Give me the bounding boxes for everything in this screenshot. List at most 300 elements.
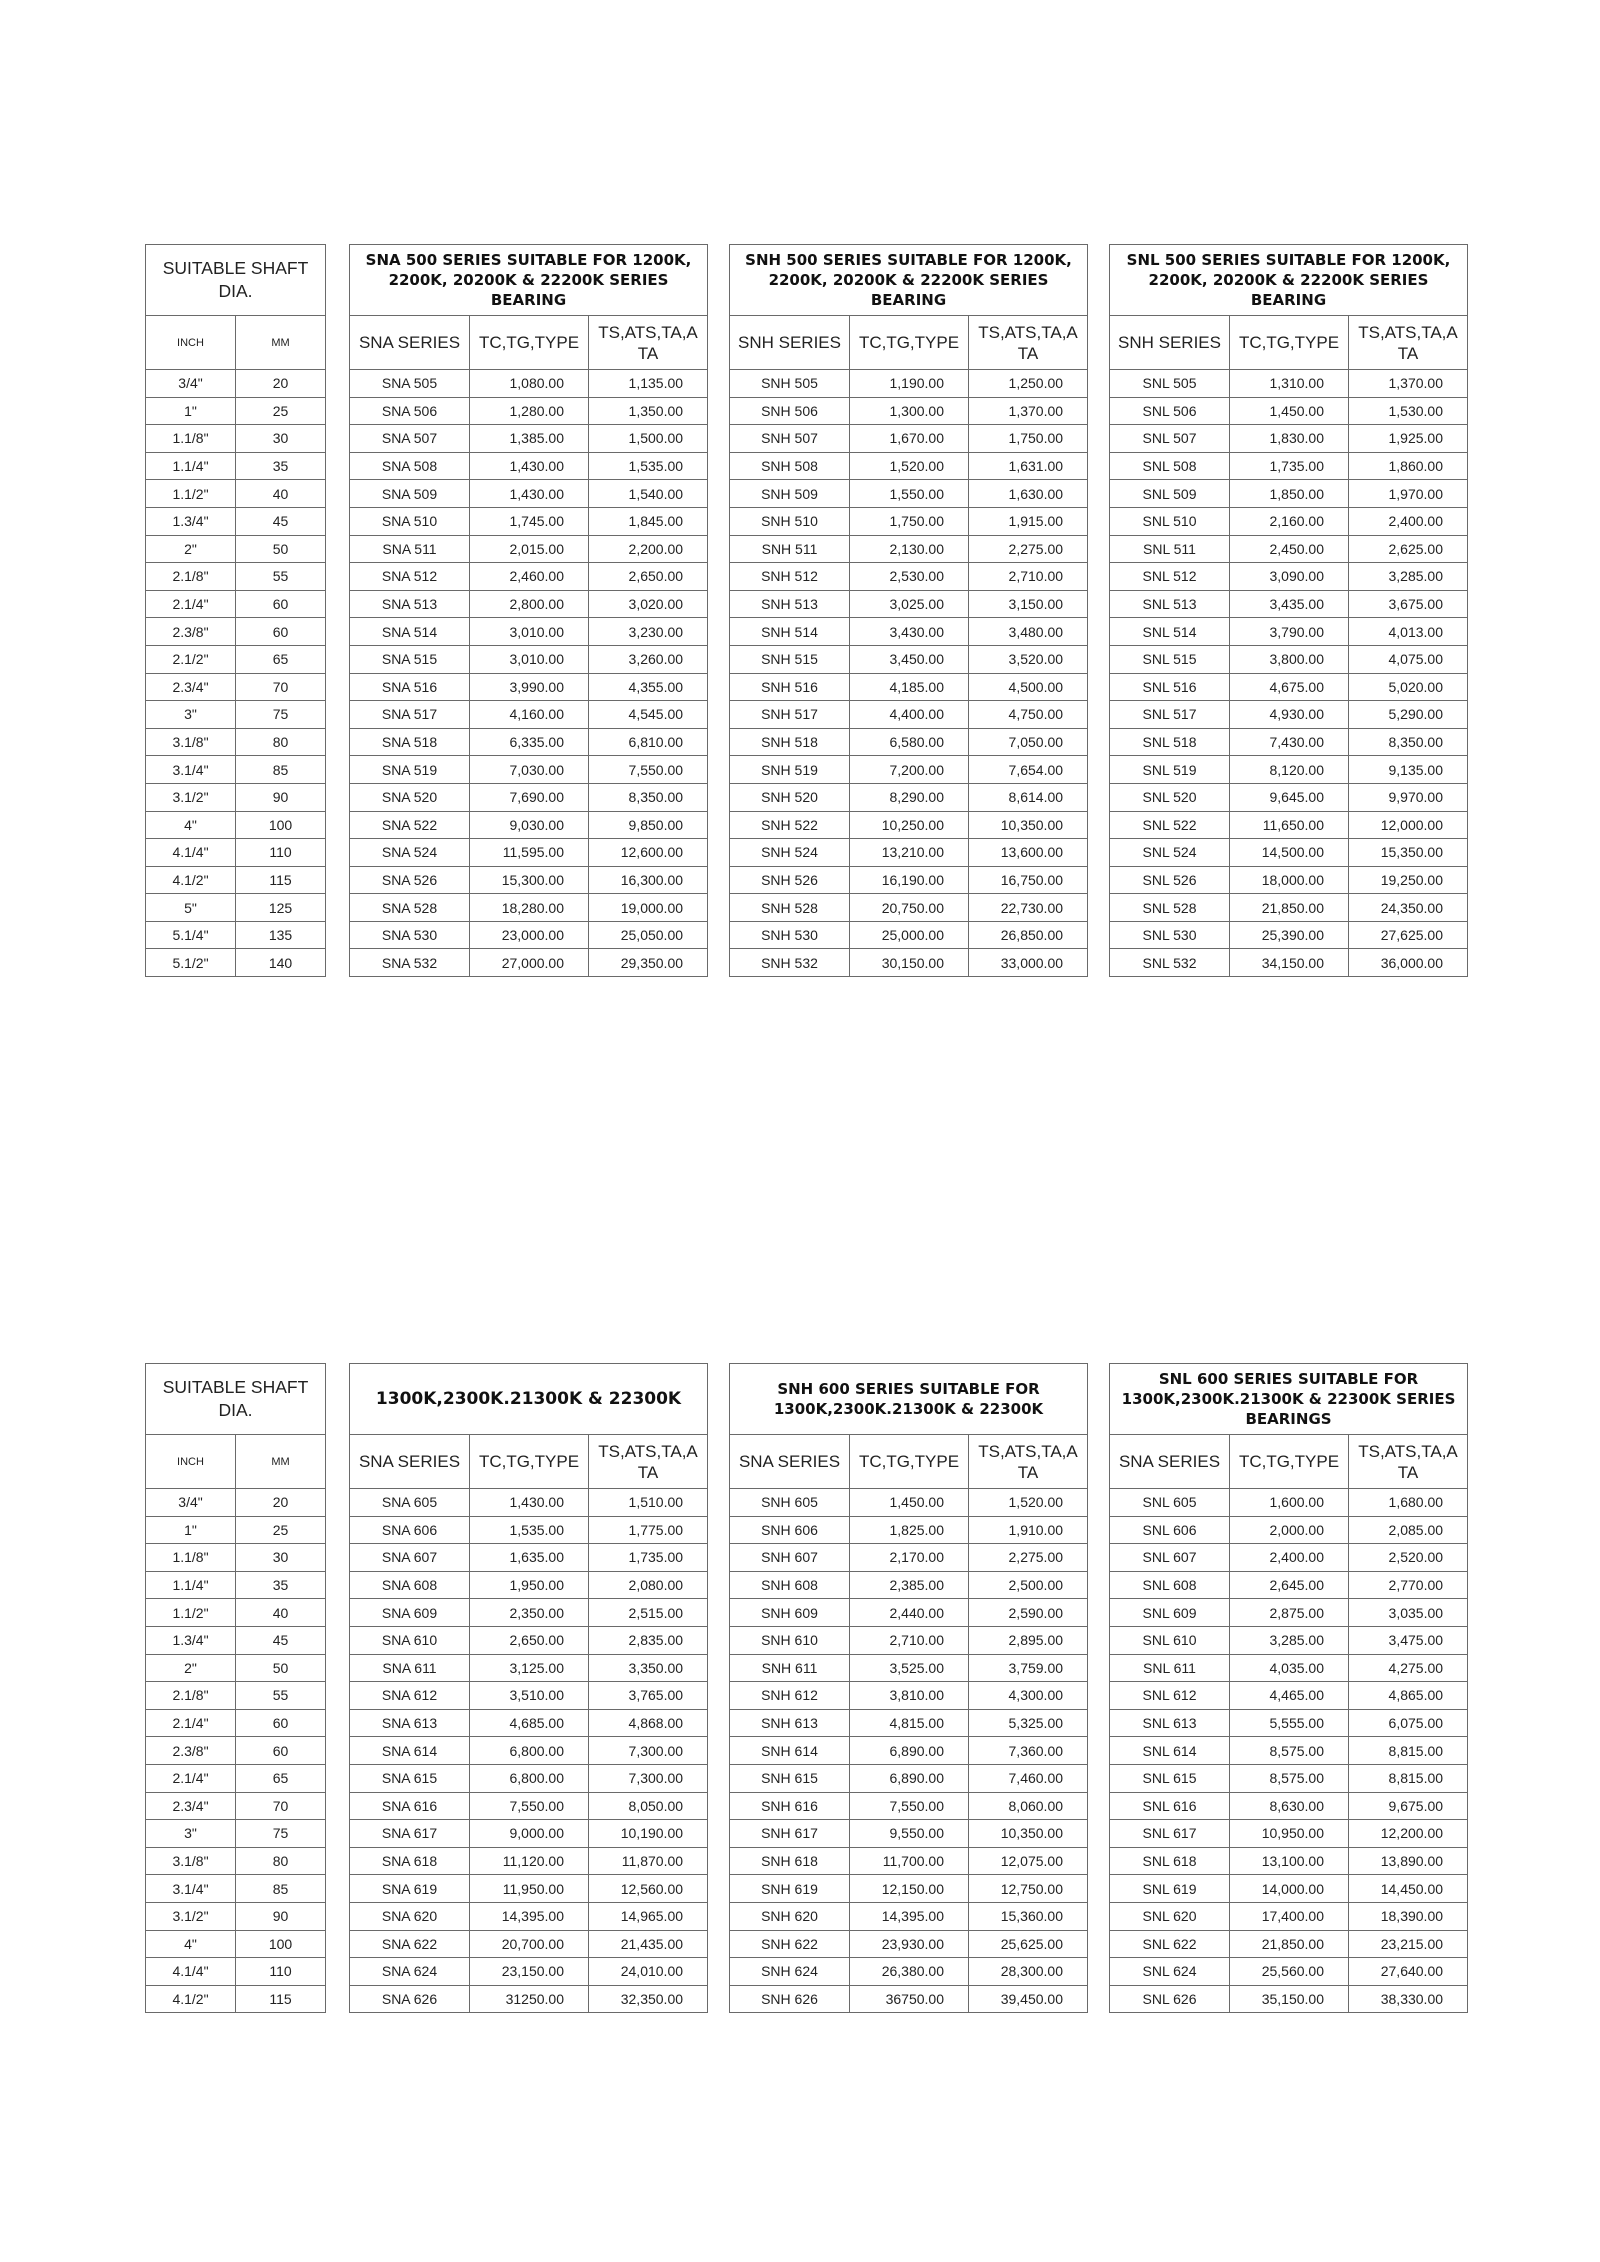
tc-price-cell: 25,390.00 bbox=[1230, 921, 1349, 949]
table-row bbox=[1110, 370, 1468, 398]
table-row bbox=[1110, 1599, 1468, 1627]
table-row bbox=[146, 1709, 326, 1737]
inch-cell: 4.1/4" bbox=[146, 1958, 236, 1986]
series-header: SNH SERIES bbox=[730, 316, 850, 370]
inch-cell: 4" bbox=[146, 1930, 236, 1958]
series-cell: SNA 522 bbox=[350, 811, 470, 839]
series-cell: SNL 606 bbox=[1110, 1516, 1230, 1544]
table-row bbox=[730, 894, 1088, 922]
inch-cell: 3/4" bbox=[146, 1489, 236, 1517]
table-row bbox=[146, 1985, 326, 2013]
tc-price-cell: 1,600.00 bbox=[1230, 1489, 1349, 1517]
tc-price-cell: 3,510.00 bbox=[470, 1682, 589, 1710]
table-row bbox=[730, 1958, 1088, 1986]
tc-price-cell: 2,460.00 bbox=[470, 563, 589, 591]
table-row bbox=[146, 452, 326, 480]
ts-price-cell: 3,765.00 bbox=[589, 1682, 708, 1710]
ts-price-cell: 2,590.00 bbox=[969, 1599, 1088, 1627]
price-section-600-series bbox=[0, 1363, 1600, 2007]
ts-price-cell: 5,325.00 bbox=[969, 1709, 1088, 1737]
price-table bbox=[1109, 1363, 1468, 2013]
series-cell: SNL 528 bbox=[1110, 894, 1230, 922]
table-row bbox=[146, 1571, 326, 1599]
table-row bbox=[730, 1544, 1088, 1572]
table-row bbox=[146, 507, 326, 535]
ts-ats-ta-header: TS,ATS,TA,A TA bbox=[969, 316, 1088, 370]
series-cell: SNH 528 bbox=[730, 894, 850, 922]
tc-price-cell: 27,000.00 bbox=[470, 949, 589, 977]
ts-price-cell: 2,085.00 bbox=[1349, 1516, 1468, 1544]
tc-price-cell: 21,850.00 bbox=[1230, 894, 1349, 922]
table-row bbox=[730, 1682, 1088, 1710]
table-row bbox=[730, 949, 1088, 977]
inch-cell: 5.1/2" bbox=[146, 949, 236, 977]
ts-price-cell: 32,350.00 bbox=[589, 1985, 708, 2013]
series-cell: SNL 620 bbox=[1110, 1902, 1230, 1930]
ts-price-cell: 7,550.00 bbox=[589, 756, 708, 784]
tc-price-cell: 9,550.00 bbox=[850, 1820, 969, 1848]
table-row bbox=[1110, 894, 1468, 922]
table-row bbox=[730, 1820, 1088, 1848]
series-cell: SNA 516 bbox=[350, 673, 470, 701]
tc-price-cell: 1,280.00 bbox=[470, 397, 589, 425]
ts-price-cell: 13,600.00 bbox=[969, 839, 1088, 867]
table-row bbox=[1110, 1985, 1468, 2013]
mm-cell: 50 bbox=[236, 1654, 326, 1682]
series-cell: SNL 612 bbox=[1110, 1682, 1230, 1710]
table-row bbox=[350, 728, 708, 756]
ts-price-cell: 7,300.00 bbox=[589, 1737, 708, 1765]
mm-cell: 60 bbox=[236, 590, 326, 618]
series-cell: SNA 508 bbox=[350, 452, 470, 480]
series-cell: SNA 532 bbox=[350, 949, 470, 977]
ts-price-cell: 27,640.00 bbox=[1349, 1958, 1468, 1986]
ts-price-cell: 3,035.00 bbox=[1349, 1599, 1468, 1627]
ts-price-cell: 39,450.00 bbox=[969, 1985, 1088, 2013]
series-cell: SNH 610 bbox=[730, 1626, 850, 1654]
ts-price-cell: 9,135.00 bbox=[1349, 756, 1468, 784]
tc-price-cell: 1,430.00 bbox=[470, 480, 589, 508]
table-row bbox=[1110, 1516, 1468, 1544]
ts-price-cell: 7,050.00 bbox=[969, 728, 1088, 756]
mm-cell: 60 bbox=[236, 618, 326, 646]
table-row bbox=[146, 701, 326, 729]
ts-price-cell: 1,750.00 bbox=[969, 425, 1088, 453]
series-header: SNA SERIES bbox=[350, 1435, 470, 1489]
tc-price-cell: 1,430.00 bbox=[470, 452, 589, 480]
mm-cell: 20 bbox=[236, 1489, 326, 1517]
series-cell: SNL 514 bbox=[1110, 618, 1230, 646]
tc-price-cell: 25,000.00 bbox=[850, 921, 969, 949]
mm-cell: 140 bbox=[236, 949, 326, 977]
tc-price-cell: 7,030.00 bbox=[470, 756, 589, 784]
table-row bbox=[350, 811, 708, 839]
table-row bbox=[730, 1930, 1088, 1958]
series-cell: SNL 618 bbox=[1110, 1847, 1230, 1875]
inch-cell: 1.1/8" bbox=[146, 425, 236, 453]
tc-price-cell: 5,555.00 bbox=[1230, 1709, 1349, 1737]
table-row bbox=[146, 811, 326, 839]
series-cell: SNL 605 bbox=[1110, 1489, 1230, 1517]
ts-price-cell: 1,370.00 bbox=[1349, 370, 1468, 398]
table-row bbox=[350, 1599, 708, 1627]
series-cell: SNH 624 bbox=[730, 1958, 850, 1986]
mm-cell: 35 bbox=[236, 1571, 326, 1599]
inch-cell: 5.1/4" bbox=[146, 921, 236, 949]
mm-cell: 115 bbox=[236, 866, 326, 894]
inch-cell: 2.3/4" bbox=[146, 673, 236, 701]
table-row bbox=[146, 949, 326, 977]
tc-price-cell: 1,385.00 bbox=[470, 425, 589, 453]
tc-price-cell: 34,150.00 bbox=[1230, 949, 1349, 977]
inch-cell: 3.1/4" bbox=[146, 756, 236, 784]
series-cell: SNH 605 bbox=[730, 1489, 850, 1517]
tc-price-cell: 1,670.00 bbox=[850, 425, 969, 453]
table-row bbox=[350, 1737, 708, 1765]
tc-price-cell: 2,710.00 bbox=[850, 1626, 969, 1654]
series-cell: SNH 620 bbox=[730, 1902, 850, 1930]
shaft-dia-title: SUITABLE SHAFT DIA. bbox=[146, 1364, 326, 1435]
tc-price-cell: 2,875.00 bbox=[1230, 1599, 1349, 1627]
table-row bbox=[1110, 949, 1468, 977]
series-cell: SNL 614 bbox=[1110, 1737, 1230, 1765]
ts-price-cell: 4,750.00 bbox=[969, 701, 1088, 729]
ts-price-cell: 7,654.00 bbox=[969, 756, 1088, 784]
table-row bbox=[1110, 839, 1468, 867]
ts-price-cell: 3,475.00 bbox=[1349, 1626, 1468, 1654]
tc-price-cell: 3,450.00 bbox=[850, 645, 969, 673]
series-header: SNH SERIES bbox=[1110, 316, 1230, 370]
tc-price-cell: 10,250.00 bbox=[850, 811, 969, 839]
series-cell: SNH 626 bbox=[730, 1985, 850, 2013]
ts-price-cell: 3,020.00 bbox=[589, 590, 708, 618]
inch-cell: 2.3/8" bbox=[146, 1737, 236, 1765]
series-header: SNA SERIES bbox=[730, 1435, 850, 1489]
mm-cell: 70 bbox=[236, 673, 326, 701]
tc-price-cell: 6,890.00 bbox=[850, 1737, 969, 1765]
tc-price-cell: 7,690.00 bbox=[470, 783, 589, 811]
ts-price-cell: 24,350.00 bbox=[1349, 894, 1468, 922]
tc-price-cell: 11,650.00 bbox=[1230, 811, 1349, 839]
tc-price-cell: 17,400.00 bbox=[1230, 1902, 1349, 1930]
table-row bbox=[350, 673, 708, 701]
tc-price-cell: 14,395.00 bbox=[850, 1902, 969, 1930]
table-row bbox=[146, 590, 326, 618]
mm-cell: 30 bbox=[236, 1544, 326, 1572]
series-cell: SNH 517 bbox=[730, 701, 850, 729]
ts-price-cell: 1,915.00 bbox=[969, 507, 1088, 535]
table-row bbox=[730, 618, 1088, 646]
mm-cell: 85 bbox=[236, 756, 326, 784]
series-cell: SNL 619 bbox=[1110, 1875, 1230, 1903]
inch-cell: 3.1/2" bbox=[146, 1902, 236, 1930]
ts-price-cell: 28,300.00 bbox=[969, 1958, 1088, 1986]
table-row bbox=[1110, 673, 1468, 701]
ts-price-cell: 18,390.00 bbox=[1349, 1902, 1468, 1930]
table-row bbox=[1110, 452, 1468, 480]
series-cell: SNA 614 bbox=[350, 1737, 470, 1765]
ts-price-cell: 5,290.00 bbox=[1349, 701, 1468, 729]
series-cell: SNH 532 bbox=[730, 949, 850, 977]
series-cell: SNL 532 bbox=[1110, 949, 1230, 977]
table-row bbox=[146, 1626, 326, 1654]
table-row bbox=[146, 673, 326, 701]
series-header: SNA SERIES bbox=[1110, 1435, 1230, 1489]
tc-price-cell: 3,010.00 bbox=[470, 618, 589, 646]
tc-price-cell: 8,290.00 bbox=[850, 783, 969, 811]
tc-price-cell: 2,350.00 bbox=[470, 1599, 589, 1627]
mm-cell: 60 bbox=[236, 1709, 326, 1737]
mm-cell: 80 bbox=[236, 1847, 326, 1875]
series-cell: SNA 518 bbox=[350, 728, 470, 756]
series-cell: SNL 615 bbox=[1110, 1764, 1230, 1792]
table-row bbox=[350, 1847, 708, 1875]
ts-price-cell: 24,010.00 bbox=[589, 1958, 708, 1986]
tc-price-cell: 9,645.00 bbox=[1230, 783, 1349, 811]
table-row bbox=[146, 563, 326, 591]
ts-price-cell: 1,910.00 bbox=[969, 1516, 1088, 1544]
ts-price-cell: 19,250.00 bbox=[1349, 866, 1468, 894]
tc-price-cell: 8,575.00 bbox=[1230, 1764, 1349, 1792]
ts-price-cell: 7,460.00 bbox=[969, 1764, 1088, 1792]
table-row bbox=[730, 590, 1088, 618]
ts-price-cell: 9,970.00 bbox=[1349, 783, 1468, 811]
shaft-dia-table bbox=[145, 1363, 326, 2013]
table-row bbox=[1110, 397, 1468, 425]
mm-cell: 25 bbox=[236, 1516, 326, 1544]
table-row bbox=[1110, 1626, 1468, 1654]
ts-price-cell: 2,520.00 bbox=[1349, 1544, 1468, 1572]
tc-price-cell: 4,930.00 bbox=[1230, 701, 1349, 729]
series-cell: SNA 619 bbox=[350, 1875, 470, 1903]
ts-price-cell: 1,250.00 bbox=[969, 370, 1088, 398]
table-row bbox=[730, 1847, 1088, 1875]
ts-price-cell: 2,835.00 bbox=[589, 1626, 708, 1654]
inch-cell: 1.1/4" bbox=[146, 452, 236, 480]
ts-price-cell: 1,680.00 bbox=[1349, 1489, 1468, 1517]
mm-header: MM bbox=[236, 1435, 326, 1489]
tc-price-cell: 2,450.00 bbox=[1230, 535, 1349, 563]
series-cell: SNL 507 bbox=[1110, 425, 1230, 453]
inch-cell: 2" bbox=[146, 1654, 236, 1682]
table-row bbox=[146, 839, 326, 867]
table-row bbox=[730, 1489, 1088, 1517]
ts-price-cell: 8,350.00 bbox=[1349, 728, 1468, 756]
series-cell: SNA 605 bbox=[350, 1489, 470, 1517]
ts-price-cell: 3,150.00 bbox=[969, 590, 1088, 618]
tc-price-cell: 16,190.00 bbox=[850, 866, 969, 894]
table-row bbox=[1110, 1654, 1468, 1682]
table-row bbox=[1110, 618, 1468, 646]
ts-ats-ta-header: TS,ATS,TA,A TA bbox=[969, 1435, 1088, 1489]
price-table bbox=[349, 244, 708, 977]
tc-price-cell: 14,000.00 bbox=[1230, 1875, 1349, 1903]
tc-price-cell: 2,170.00 bbox=[850, 1544, 969, 1572]
table-row bbox=[1110, 480, 1468, 508]
series-cell: SNA 618 bbox=[350, 1847, 470, 1875]
ts-price-cell: 3,230.00 bbox=[589, 618, 708, 646]
tc-price-cell: 6,890.00 bbox=[850, 1764, 969, 1792]
table-row bbox=[730, 673, 1088, 701]
table-row bbox=[146, 1930, 326, 1958]
ts-price-cell: 2,500.00 bbox=[969, 1571, 1088, 1599]
tc-price-cell: 1,080.00 bbox=[470, 370, 589, 398]
table-row bbox=[1110, 1820, 1468, 1848]
tc-price-cell: 1,430.00 bbox=[470, 1489, 589, 1517]
series-cell: SNH 513 bbox=[730, 590, 850, 618]
table-row bbox=[350, 1902, 708, 1930]
series-cell: SNL 506 bbox=[1110, 397, 1230, 425]
ts-price-cell: 10,350.00 bbox=[969, 811, 1088, 839]
table-row bbox=[350, 701, 708, 729]
table-row bbox=[1110, 866, 1468, 894]
tc-price-cell: 23,930.00 bbox=[850, 1930, 969, 1958]
ts-price-cell: 7,300.00 bbox=[589, 1764, 708, 1792]
series-cell: SNA 608 bbox=[350, 1571, 470, 1599]
table-row bbox=[146, 1764, 326, 1792]
mm-cell: 70 bbox=[236, 1792, 326, 1820]
tc-price-cell: 3,810.00 bbox=[850, 1682, 969, 1710]
tc-price-cell: 10,950.00 bbox=[1230, 1820, 1349, 1848]
table-row bbox=[146, 1820, 326, 1848]
ts-price-cell: 12,600.00 bbox=[589, 839, 708, 867]
tc-price-cell: 8,575.00 bbox=[1230, 1737, 1349, 1765]
series-cell: SNH 609 bbox=[730, 1599, 850, 1627]
ts-price-cell: 12,750.00 bbox=[969, 1875, 1088, 1903]
ts-price-cell: 3,350.00 bbox=[589, 1654, 708, 1682]
table-row bbox=[350, 1489, 708, 1517]
series-cell: SNH 522 bbox=[730, 811, 850, 839]
table-row bbox=[146, 1737, 326, 1765]
table-row bbox=[1110, 1792, 1468, 1820]
table-row bbox=[146, 645, 326, 673]
inch-cell: 1.1/8" bbox=[146, 1544, 236, 1572]
tc-price-cell: 1,450.00 bbox=[1230, 397, 1349, 425]
tc-price-cell: 6,580.00 bbox=[850, 728, 969, 756]
series-cell: SNA 606 bbox=[350, 1516, 470, 1544]
ts-price-cell: 4,868.00 bbox=[589, 1709, 708, 1737]
table-row bbox=[350, 480, 708, 508]
table-row bbox=[1110, 756, 1468, 784]
series-cell: SNL 626 bbox=[1110, 1985, 1230, 2013]
inch-cell: 1" bbox=[146, 397, 236, 425]
table-row bbox=[730, 1571, 1088, 1599]
table-row bbox=[1110, 507, 1468, 535]
series-cell: SNH 507 bbox=[730, 425, 850, 453]
inch-cell: 1.1/2" bbox=[146, 1599, 236, 1627]
ts-price-cell: 3,260.00 bbox=[589, 645, 708, 673]
series-cell: SNH 618 bbox=[730, 1847, 850, 1875]
series-cell: SNL 611 bbox=[1110, 1654, 1230, 1682]
series-cell: SNH 614 bbox=[730, 1737, 850, 1765]
tc-price-cell: 3,435.00 bbox=[1230, 590, 1349, 618]
table-row bbox=[350, 1958, 708, 1986]
tc-price-cell: 20,750.00 bbox=[850, 894, 969, 922]
series-cell: SNA 519 bbox=[350, 756, 470, 784]
table-row bbox=[1110, 535, 1468, 563]
table-row bbox=[146, 783, 326, 811]
table-row bbox=[350, 507, 708, 535]
ts-price-cell: 1,925.00 bbox=[1349, 425, 1468, 453]
series-cell: SNA 616 bbox=[350, 1792, 470, 1820]
table-row bbox=[730, 480, 1088, 508]
tc-price-cell: 21,850.00 bbox=[1230, 1930, 1349, 1958]
tc-price-cell: 20,700.00 bbox=[470, 1930, 589, 1958]
mm-cell: 110 bbox=[236, 839, 326, 867]
tc-price-cell: 1,635.00 bbox=[470, 1544, 589, 1572]
table-row bbox=[146, 618, 326, 646]
series-cell: SNH 510 bbox=[730, 507, 850, 535]
series-cell: SNH 516 bbox=[730, 673, 850, 701]
table-row bbox=[730, 1985, 1088, 2013]
ts-price-cell: 4,013.00 bbox=[1349, 618, 1468, 646]
table-row bbox=[146, 1682, 326, 1710]
series-cell: SNL 530 bbox=[1110, 921, 1230, 949]
ts-price-cell: 14,450.00 bbox=[1349, 1875, 1468, 1903]
series-cell: SNH 612 bbox=[730, 1682, 850, 1710]
tc-tg-type-header: TC,TG,TYPE bbox=[1230, 1435, 1349, 1489]
tc-price-cell: 7,550.00 bbox=[470, 1792, 589, 1820]
table-row bbox=[730, 1516, 1088, 1544]
inch-cell: 4.1/2" bbox=[146, 866, 236, 894]
mm-cell: 100 bbox=[236, 1930, 326, 1958]
ts-price-cell: 1,520.00 bbox=[969, 1489, 1088, 1517]
tc-price-cell: 3,025.00 bbox=[850, 590, 969, 618]
table-row bbox=[146, 1875, 326, 1903]
tc-price-cell: 4,035.00 bbox=[1230, 1654, 1349, 1682]
table-row bbox=[350, 452, 708, 480]
table-row bbox=[350, 370, 708, 398]
table-row bbox=[350, 783, 708, 811]
ts-price-cell: 3,520.00 bbox=[969, 645, 1088, 673]
series-cell: SNH 613 bbox=[730, 1709, 850, 1737]
table-row bbox=[350, 866, 708, 894]
table-row bbox=[350, 1709, 708, 1737]
series-cell: SNA 615 bbox=[350, 1764, 470, 1792]
mm-cell: 125 bbox=[236, 894, 326, 922]
inch-cell: 1" bbox=[146, 1516, 236, 1544]
series-cell: SNL 516 bbox=[1110, 673, 1230, 701]
tc-price-cell: 2,385.00 bbox=[850, 1571, 969, 1599]
tc-price-cell: 2,400.00 bbox=[1230, 1544, 1349, 1572]
table-row bbox=[1110, 1489, 1468, 1517]
tc-price-cell: 13,210.00 bbox=[850, 839, 969, 867]
table-title: SNH 500 SERIES SUITABLE FOR 1200K, 2200K, 20200K & 22200K SERIES BEARING bbox=[730, 245, 1088, 316]
tc-price-cell: 4,815.00 bbox=[850, 1709, 969, 1737]
mm-cell: 85 bbox=[236, 1875, 326, 1903]
ts-price-cell: 2,895.00 bbox=[969, 1626, 1088, 1654]
mm-cell: 25 bbox=[236, 397, 326, 425]
tc-price-cell: 2,130.00 bbox=[850, 535, 969, 563]
series-cell: SNH 506 bbox=[730, 397, 850, 425]
table-row bbox=[1110, 1737, 1468, 1765]
inch-cell: 2" bbox=[146, 535, 236, 563]
table-row bbox=[350, 839, 708, 867]
ts-price-cell: 23,215.00 bbox=[1349, 1930, 1468, 1958]
series-cell: SNA 517 bbox=[350, 701, 470, 729]
ts-ats-ta-header: TS,ATS,TA,A TA bbox=[589, 1435, 708, 1489]
series-cell: SNL 515 bbox=[1110, 645, 1230, 673]
table-row bbox=[1110, 645, 1468, 673]
ts-price-cell: 3,675.00 bbox=[1349, 590, 1468, 618]
inch-cell: 2.3/4" bbox=[146, 1792, 236, 1820]
ts-price-cell: 13,890.00 bbox=[1349, 1847, 1468, 1875]
table-row bbox=[350, 425, 708, 453]
series-cell: SNH 622 bbox=[730, 1930, 850, 1958]
series-cell: SNL 513 bbox=[1110, 590, 1230, 618]
table-row bbox=[730, 756, 1088, 784]
table-row bbox=[1110, 1902, 1468, 1930]
